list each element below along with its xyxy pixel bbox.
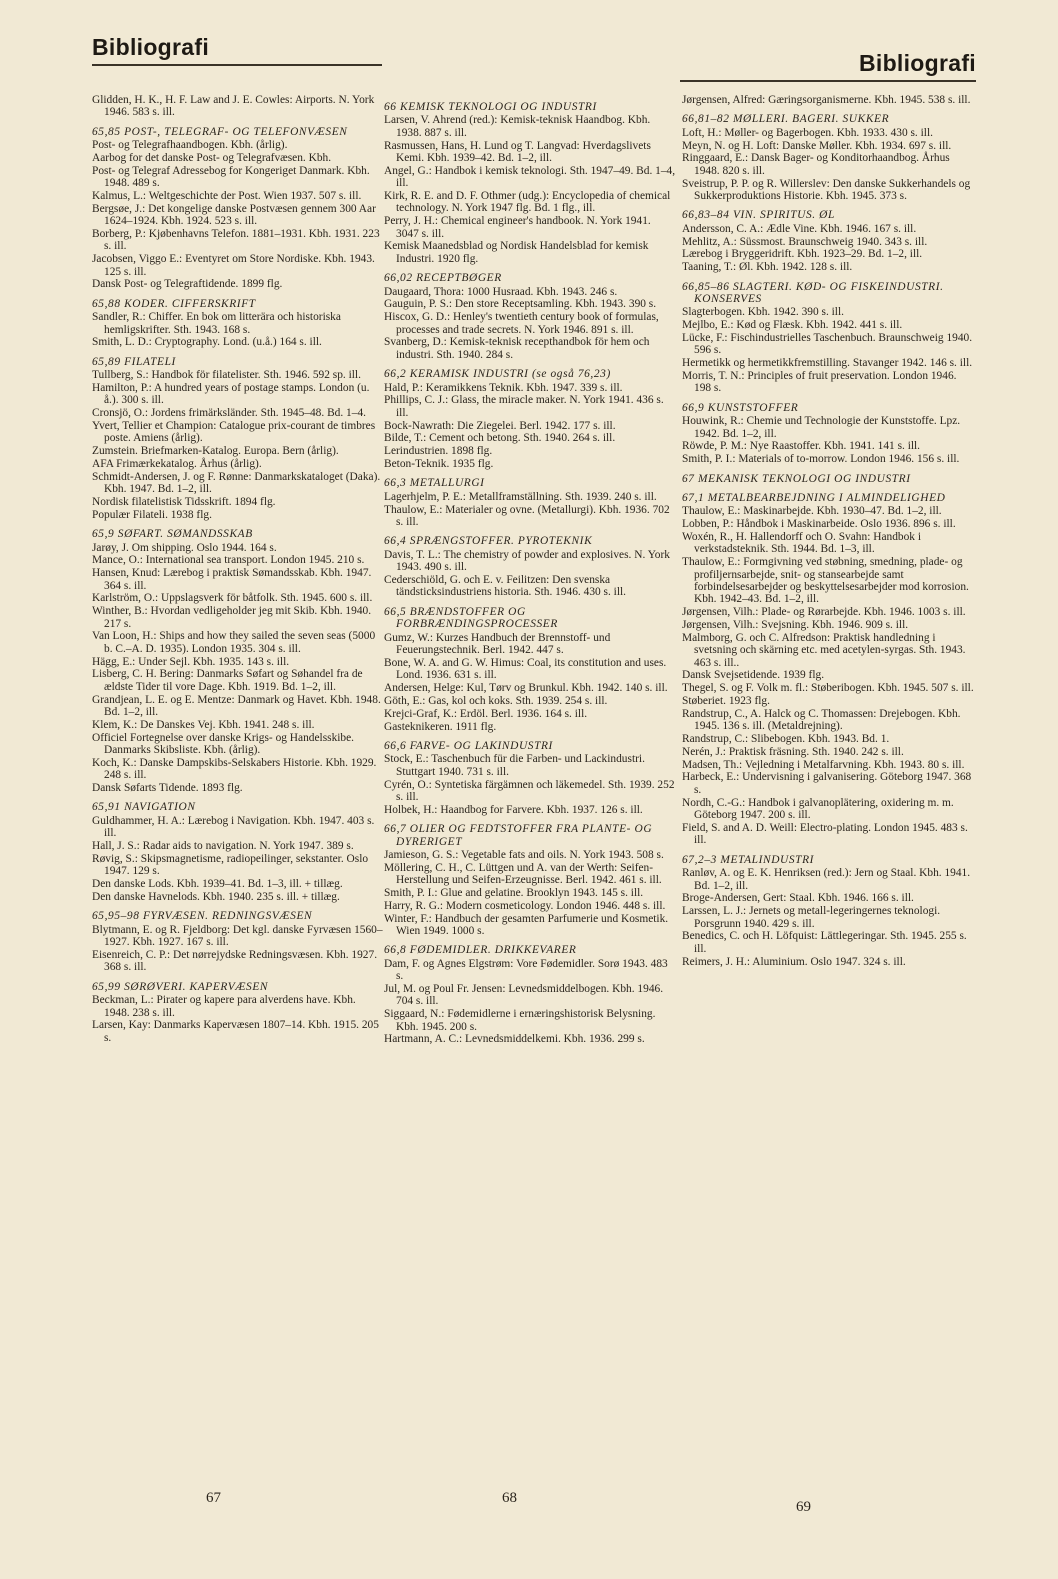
bibliography-entry: Sandler, R.: Chiffer. En bok om litterära och historiska hemligskrifter. Sth. 1943. 168 s.	[92, 311, 341, 336]
bibliography-entry: Borberg, P.: Kjøbenhavns Telefon. 1881–1931. Kbh. 1931. 223 s. ill.	[92, 228, 380, 253]
bibliography-entry: Phillips, C. J.: Glass, the miracle maker. N. York 1941. 436 s. ill.	[384, 394, 664, 419]
bibliography-entry: Winther, B.: Hvordan vedligeholder jeg mit Skib. Kbh. 1940. 217 s.	[92, 605, 372, 630]
section-heading: 65,99 SØRØVERI. KAPERVÆSEN	[92, 980, 269, 993]
bibliography-entry: Morris, T. N.: Principles of fruit preservation. London 1946. 198 s.	[682, 370, 957, 395]
bibliography-entry: Madsen, Th.: Vejledning i Metalfarvning. Kbh. 1943. 80 s. ill.	[682, 758, 965, 771]
bibliography-entry: Kemisk Maanedsblad og Nordisk Handelsblad for kemisk Industri. 1920 flg.	[384, 240, 649, 265]
bibliography-entry: Dam, F. og Agnes Elgstrøm: Vore Fødemidler. Sorø 1943. 483 s.	[384, 957, 668, 983]
bibliography-entry: Harry, R. G.: Modern cosmeticology. London 1946. 448 s. ill.	[384, 899, 666, 912]
bibliography-entry: Populær Filateli. 1938 flg.	[92, 508, 212, 521]
bibliography-entry: Reimers, J. H.: Aluminium. Oslo 1947. 324 s. ill.	[682, 955, 906, 968]
bibliography-entry: Beckman, L.: Pirater og kapere para alverdens have. Kbh. 1948. 238 s. ill.	[92, 994, 356, 1019]
section-heading: 67,2–3 METALINDUSTRI	[682, 853, 815, 866]
bibliography-entry: Field, S. and A. D. Weill: Electro-plating. London 1945. 483 s. ill.	[682, 821, 968, 847]
bibliography-entry: Glidden, H. K., H. F. Law and J. E. Cowles: Airports. N. York 1946. 583 s. ill.	[92, 94, 375, 119]
bibliography-entry: Thaulow, E.: Maskinarbejde. Kbh. 1930–47. Bd. 1–2, ill.	[682, 505, 942, 518]
bibliography-entry: Andersen, Helge: Kul, Tørv og Brunkul. Kbh. 1942. 140 s. ill.	[384, 682, 668, 695]
bibliography-entry: Klem, K.: De Danskes Vej. Kbh. 1941. 248 s. ill.	[92, 718, 315, 731]
bibliography-entry: Ranløv, A. og E. K. Henriksen (red.): Jern og Staal. Kbh. 1941. Bd. 1–2, ill.	[682, 867, 971, 892]
bibliography-column-page-67	[92, 94, 384, 1045]
section-heading: 66,4 SPRÆNGSTOFFER. PYROTEKNIK	[384, 535, 593, 548]
bibliography-entry: Gasteknikeren. 1911 flg.	[384, 720, 497, 733]
bibliography-entry: Dansk Søfarts Tidende. 1893 flg.	[92, 782, 243, 795]
bibliography-column-page-69	[682, 94, 974, 968]
section-heading: 66,85–86 SLAGTERI. KØD- OG FISKEINDUSTRI. KONSERVES	[682, 280, 944, 306]
bibliography-entry: Nordisk filatelistisk Tidsskrift. 1894 flg.	[92, 496, 276, 509]
bibliography-entry: Gumz, W.: Kurzes Handbuch der Brennstoff- und Feuerungstechnik. Berl. 1942. 447 s.	[384, 631, 611, 657]
bibliography-entry: Eisenreich, C. P.: Det nørrejydske Redningsvæsen. Kbh. 1927. 368 s. ill.	[92, 948, 378, 974]
bibliography-entry: Yvert, Tellier et Champion: Catalogue prix-courant de timbres poste. Amiens (årlig).	[92, 420, 376, 445]
bibliography-entry: Larsen, Kay: Danmarks Kapervæsen 1807–14. Kbh. 1915. 205 s.	[92, 1019, 379, 1044]
bibliography-entry: Hall, J. S.: Radar aids to navigation. N. York 1947. 389 s.	[92, 840, 354, 853]
bibliography-entry: Cederschiöld, G. och E. v. Feilitzen: Den svenska tändsticksindustriens historia. Sth. 1946. 430 s. ill.	[384, 574, 627, 599]
bibliography-entry: Malmborg, G. och C. Alfredson: Praktisk handledning i svetsning och skärning etc. med acetylen-syrgas. Sth. 1943. 463 s. ill..	[682, 631, 966, 669]
section-heading: 67,1 METALBEARBEJDNING I ALMINDELIGHED	[682, 492, 946, 505]
bibliography-entry: Möllering, C. H., C. Lüttgen und A. van der Werth: Seifen-Herstellung und Seifen-Erzeugnisse. Berl. 1942. 461 s. ill.	[384, 861, 662, 887]
bibliography-entry: Daugaard, Thora: 1000 Husraad. Kbh. 1943. 246 s.	[384, 285, 618, 298]
section-heading: 66,3 METALLURGI	[384, 477, 485, 490]
section-heading: 66,83–84 VIN. SPIRITUS. ØL	[682, 209, 835, 222]
page-number-right: 69	[796, 1499, 811, 1515]
page-header	[0, 0, 1058, 88]
bibliography-entry: Rasmussen, Hans, H. Lund og T. Langvad: Hverdagslivets Kemi. Kbh. 1939–42. Bd. 1–2, ill.	[384, 139, 651, 165]
bibliography-entry: Grandjean, L. E. og E. Mentze: Danmark og Havet. Kbh. 1948. Bd. 1–2, ill.	[92, 693, 381, 719]
bibliography-entry: AFA Frimærkekatalog. Århus (årlig).	[92, 458, 262, 471]
bibliography-entry: Smith, L. D.: Cryptography. Lond. (u.å.) 164 s. ill.	[92, 336, 322, 349]
bibliography-entry: Larssen, L. J.: Jernets og metall-legeringernes teknologi. Porsgrunn 1940. 429 s. ill.	[682, 905, 941, 930]
bibliography-entry: Jørgensen, Vilh.: Svejsning. Kbh. 1946. 909 s. ill.	[682, 619, 909, 632]
bibliography-entry: Meyn, N. og H. Loft: Danske Møller. Kbh. 1934. 697 s. ill.	[682, 139, 952, 152]
header-title-left: Bibliografi	[92, 34, 210, 60]
bibliography-entry: Harbeck, E.: Undervisning i galvanisering. Göteborg 1947. 368 s.	[682, 771, 972, 796]
bibliography-entry: Aarbog for det danske Post- og Telegrafvæsen. Kbh.	[92, 152, 332, 165]
section-heading: 66,8 FØDEMIDLER. DRIKKEVARER	[384, 944, 577, 957]
bibliography-entry: Benedics, C. och H. Löfquist: Lättlegeringar. Sth. 1945. 255 s. ill.	[682, 930, 967, 955]
bibliography-entry: Nordh, C.-G.: Handbok i galvanoplätering, oxidering m. m. Göteborg 1947. 200 s. ill.	[682, 796, 954, 822]
section-heading: 65,91 NAVIGATION	[92, 801, 196, 814]
bibliography-entry: Schmidt-Andersen, J. og F. Rønne: Danmarkskataloget (Daka). Kbh. 1947. Bd. 1–2, ill.	[92, 470, 381, 496]
bibliography-entry: Dansk Svejsetidende. 1939 flg.	[682, 669, 825, 682]
bibliography-entry: Bock-Nawrath: Die Ziegelei. Berl. 1942. 177 s. ill.	[384, 419, 616, 432]
bibliography-entry: Kalmus, L.: Weltgeschichte der Post. Wien 1937. 507 s. ill.	[92, 190, 362, 203]
bibliography-entry: Ringgaard, E.: Dansk Bager- og Konditorhaandbog. Århus 1948. 820 s. ill.	[682, 152, 950, 177]
bibliography-entry: Smith, P. I.: Materials of to-morrow. London 1946. 156 s. ill.	[682, 453, 960, 466]
bibliography-entry: Röwde, P. M.: Nye Raastoffer. Kbh. 1941. 141 s. ill.	[682, 440, 921, 453]
section-heading: 65,88 KODER. CIFFERSKRIFT	[92, 297, 256, 310]
bibliography-entry: Zumstein. Briefmarken-Katalog. Europa. Bern (årlig).	[92, 445, 339, 458]
bibliography-entry: Dansk Post- og Telegraftidende. 1899 flg.	[92, 278, 283, 291]
bibliography-entry: Sveistrup, P. P. og R. Willerslev: Den danske Sukkerhandels og Sukkerproduktions Historie. Kbh. 1945. 373 s.	[682, 177, 971, 203]
bibliography-entry: Thegel, S. og F. Volk m. fl.: Støberibogen. Kbh. 1945. 507 s. ill.	[682, 682, 974, 695]
bibliography-entry: Van Loon, H.: Ships and how they sailed the seven seas (5000 b. C.–A. D. 1935). London 1935. 304 s. ill.	[92, 630, 376, 655]
bibliography-entry: Woxén, R., H. Hallendorff och O. Svahn: Handbok i verkstadsteknik. Sth. 1944. Bd. 1–3, ill.	[682, 531, 921, 556]
bibliography-entry: Perry, J. H.: Chemical engineer's handbook. N. York 1941. 3047 s. ill.	[384, 215, 651, 240]
bibliography-entry: Nerén, J.: Praktisk fräsning. Sth. 1940. 242 s. ill.	[682, 745, 904, 758]
bibliography-entry: Hermetikk og hermetikkfremstilling. Stavanger 1942. 146 s. ill.	[682, 357, 973, 370]
bibliography-entry: Jørgensen, Vilh.: Plade- og Rørarbejde. Kbh. 1946. 1003 s. ill.	[682, 606, 966, 619]
bibliography-entry: Karlström, O.: Uppslagsverk för båtfolk. Sth. 1945. 600 s. ill.	[92, 592, 373, 605]
section-heading: 66,9 KUNSTSTOFFER	[682, 401, 799, 414]
bibliography-entry: Cyrén, O.: Syntetiska färgämnen och läkemedel. Sth. 1939. 252 s. ill.	[384, 778, 675, 803]
bibliography-entry: Den danske Lods. Kbh. 1939–41. Bd. 1–3, ill. + tillæg.	[92, 878, 343, 891]
bibliography-entry: Angel, G.: Handbok i kemisk teknologi. Sth. 1947–49. Bd. 1–4, ill.	[384, 164, 676, 190]
section-heading: 65,95–98 FYRVÆSEN. REDNINGSVÆSEN	[92, 910, 313, 923]
bibliography-entry: Mehlitz, A.: Süssmost. Braunschweig 1940. 343 s. ill.	[682, 235, 928, 248]
bibliography-column-page-68	[384, 94, 676, 1046]
bibliography-entry: Hartmann, A. C.: Levnedsmiddelkemi. Kbh. 1936. 299 s.	[384, 1033, 645, 1046]
bibliography-entry: Cronsjö, O.: Jordens frimärksländer. Sth. 1945–48. Bd. 1–4.	[92, 407, 366, 420]
bibliography-entry: Post- og Telegrafhaandbogen. Kbh. (årlig).	[92, 139, 288, 152]
bibliography-entry: Mance, O.: International sea transport. London 1945. 210 s.	[92, 554, 365, 567]
section-heading: 65,85 POST-, TELEGRAF- OG TELEFONVÆSEN	[92, 125, 348, 138]
bibliography-entry: Stock, E.: Taschenbuch für die Farben- und Lackindustri. Stuttgart 1940. 731 s. ill.	[384, 753, 645, 778]
bibliography-entry: Lerindustrien. 1898 flg.	[384, 445, 493, 458]
header-rule-right	[680, 80, 976, 82]
bibliography-entry: Slagterbogen. Kbh. 1942. 390 s. ill.	[682, 306, 844, 319]
bibliography-entry: Officiel Fortegnelse over danske Krigs- og Handelsskibe. Danmarks Skibsliste. Kbh. (årlig).	[92, 731, 355, 757]
bibliography-entry: Houwink, R.: Chemie und Technologie der Kunststoffe. Lpz. 1942. Bd. 1–2, ill.	[682, 415, 961, 440]
bibliography-entry: Støberiet. 1923 flg.	[682, 695, 770, 708]
bibliography-entry: Winter, F.: Handbuch der gesamten Parfumerie und Kosmetik. Wien 1949. 1000 s.	[384, 912, 669, 937]
bibliography-entry: Bergsøe, J.: Det kongelige danske Postvæsen gennem 300 Aar 1624–1924. Kbh. 1924. 523 s. ill.	[92, 202, 376, 228]
bibliography-entry: Hansen, Knud: Lærebog i praktisk Sømandsskab. Kbh. 1947. 364 s. ill.	[92, 567, 372, 592]
page-number-left: 67	[206, 1490, 221, 1506]
bibliography-entry: Mejlbo, E.: Kød og Flæsk. Kbh. 1942. 441 s. ill.	[682, 319, 903, 332]
bibliography-entry: Svanberg, D.: Kemisk-teknisk recepthandbok för hem och industri. Sth. 1940. 284 s.	[384, 336, 650, 361]
bibliography-entry: Tullberg, S.: Handbok för filatelister. Sth. 1946. 592 sp. ill.	[92, 369, 361, 382]
section-heading: 66,2 KERAMISK INDUSTRI (se også 76,23)	[384, 368, 611, 381]
bibliography-entry: Broge-Andersen, Gert: Staal. Kbh. 1946. 166 s. ill.	[682, 892, 914, 905]
bibliography-entry: Post- og Telegraf Adressebog for Kongeriget Danmark. Kbh. 1948. 489 s.	[92, 164, 370, 190]
bibliography-entry: Larsen, V. Ahrend (red.): Kemisk-teknisk Haandbog. Kbh. 1938. 887 s. ill.	[384, 114, 651, 139]
bibliography-entry: Taaning, T.: Øl. Kbh. 1942. 128 s. ill.	[682, 261, 853, 274]
bibliography-entry: Thaulow, E.: Materialer og ovne. (Metallurgi). Kbh. 1936. 702 s. ill.	[384, 503, 670, 529]
bibliography-entry: Randstrup, C., A. Halck og C. Thomassen: Drejebogen. Kbh. 1945. 136 s. ill. (Metaldrejning).	[682, 707, 961, 733]
bibliography-entry: Göth, E.: Gas, kol och koks. Sth. 1939. 254 s. ill.	[384, 694, 608, 707]
bibliography-entry: Krejci-Graf, K.: Erdöl. Berl. 1936. 164 s. ill.	[384, 707, 588, 720]
bibliography-entry: Siggaard, N.: Fødemidlerne i ernæringshistorisk Belysning. Kbh. 1945. 200 s.	[384, 1008, 656, 1033]
bibliography-entry: Lobben, P.: Håndbok i Maskinarbeide. Oslo 1936. 896 s. ill.	[682, 518, 956, 531]
bibliography-entry: Bone, W. A. and G. W. Himus: Coal, its constitution and uses. Lond. 1936. 631 s. ill.	[384, 656, 667, 682]
bibliography-entry: Hägg, E.: Under Sejl. Kbh. 1935. 143 s. ill.	[92, 655, 290, 668]
bibliography-entry: Koch, K.: Danske Dampskibs-Selskabers Historie. Kbh. 1929. 248 s. ill.	[92, 756, 377, 782]
bibliography-entry: Jacobsen, Viggo E.: Eventyret om Store Nordiske. Kbh. 1943. 125 s. ill.	[92, 253, 375, 278]
bibliography-entry: Bilde, T.: Cement och betong. Sth. 1940. 264 s. ill.	[384, 432, 616, 445]
bibliography-entry: Hamilton, P.: A hundred years of postage stamps. London (u. å.). 300 s. ill.	[92, 382, 370, 407]
bibliography-entry: Gauguin, P. S.: Den store Receptsamling. Kbh. 1943. 390 s.	[384, 298, 657, 311]
header-title-right: Bibliografi	[858, 50, 976, 76]
bibliography-entry: Thaulow, E.: Formgivning ved støbning, smedning, plade- og profiljernsarbejde, snit- og stansearbejde samt forbindelsesarbejder og beskyttelsesarbejder mod korrosion. Kbh. 1942–43. Bd. 1–2, ill.	[682, 556, 969, 606]
bibliography-entry: Lisberg, C. H. Bering: Danmarks Søfart og Søhandel fra de ældste Tider til vore Dage. Kbh. 1919. Bd. 1–2, ill.	[92, 668, 363, 693]
section-heading: 67 MEKANISK TEKNOLOGI OG INDUSTRI	[682, 472, 911, 485]
bibliography-entry: Jørgensen, Alfred: Gæringsorganismerne. Kbh. 1945. 538 s. ill.	[682, 94, 971, 106]
section-heading: 65,9 SØFART. SØMANDSSKAB	[92, 528, 253, 541]
page-number-middle: 68	[502, 1490, 517, 1506]
bibliography-entry: Lagerhjelm, P. E.: Metallframställning. Sth. 1939. 240 s. ill.	[384, 490, 657, 503]
bibliography-entry: Lücke, F.: Fischindustrielles Taschenbuch. Braunschweig 1940. 596 s.	[682, 332, 973, 357]
bibliography-entry: Kirk, R. E. and D. F. Othmer (udg.): Encyclopedia of chemical technology. N. York 1947 flg. Bd. 1 flg., ill.	[384, 190, 671, 215]
section-heading: 66,81–82 MØLLERI. BAGERI. SUKKER	[682, 113, 890, 126]
bibliography-entry: Blytmann, E. og R. Fjeldborg: Det kgl. danske Fyrvæsen 1560–1927. Kbh. 1927. 167 s. ill.	[92, 923, 383, 949]
bibliography-entry: Jarøy, J. Om shipping. Oslo 1944. 164 s.	[92, 541, 277, 554]
header-rule-left	[92, 64, 382, 66]
bibliography-entry: Davis, T. L.: The chemistry of powder and explosives. N. York 1943. 490 s. ill.	[384, 548, 670, 574]
bibliography-entry: Loft, H.: Møller- og Bagerbogen. Kbh. 1933. 430 s. ill.	[682, 126, 933, 139]
bibliography-entry: Hald, P.: Keramikkens Teknik. Kbh. 1947. 339 s. ill.	[384, 381, 623, 394]
bibliography-entry: Guldhammer, H. A.: Lærebog i Navigation. Kbh. 1947. 403 s. ill.	[92, 814, 375, 840]
section-heading: 66 KEMISK TEKNOLOGI OG INDUSTRI	[384, 101, 597, 113]
bibliography-entry: Røvig, S.: Skipsmagnetisme, radiopeilinger, sekstanter. Oslo 1947. 129 s.	[92, 852, 369, 878]
bibliography-entry: Holbek, H.: Haandbog for Farvere. Kbh. 1937. 126 s. ill.	[384, 803, 643, 816]
section-heading: 66,6 FARVE- OG LAKINDUSTRI	[384, 739, 553, 752]
bibliography-entry: Andersson, C. A.: Ædle Vine. Kbh. 1946. 167 s. ill.	[682, 222, 917, 235]
bibliography-entry: Den danske Havnelods. Kbh. 1940. 235 s. ill. + tillæg.	[92, 890, 340, 903]
bibliography-entry: Jamieson, G. S.: Vegetable fats and oils. N. York 1943. 508 s.	[384, 848, 664, 861]
section-heading: 66,02 RECEPTBØGER	[384, 272, 502, 285]
bibliography-entry: Jul, M. og Poul Fr. Jensen: Levnedsmiddelbogen. Kbh. 1946. 704 s. ill.	[384, 982, 664, 1008]
bibliography-entry: Smith, P. I.: Glue and gelatine. Brooklyn 1943. 145 s. ill.	[384, 886, 644, 899]
bibliography-entry: Hiscox, G. D.: Henley's twentieth century book of formulas, processes and trade secrets. N. York 1946. 891 s. ill.	[384, 311, 659, 336]
section-heading: 66,7 OLIER OG FEDTSTOFFER FRA PLANTE- OG DYRERIGET	[384, 823, 653, 848]
bibliography-entry: Beton-Teknik. 1935 flg.	[384, 458, 494, 471]
bibliography-entry: Lærebog i Bryggeridrift. Kbh. 1923–29. Bd. 1–2, ill.	[682, 248, 923, 261]
section-heading: 66,5 BRÆNDSTOFFER OG FORBRÆNDINGSPROCESSER	[384, 605, 558, 631]
section-heading: 65,89 FILATELI	[92, 355, 176, 368]
bibliography-entry: Randstrup, C.: Slibebogen. Kbh. 1943. Bd. 1.	[682, 733, 890, 746]
